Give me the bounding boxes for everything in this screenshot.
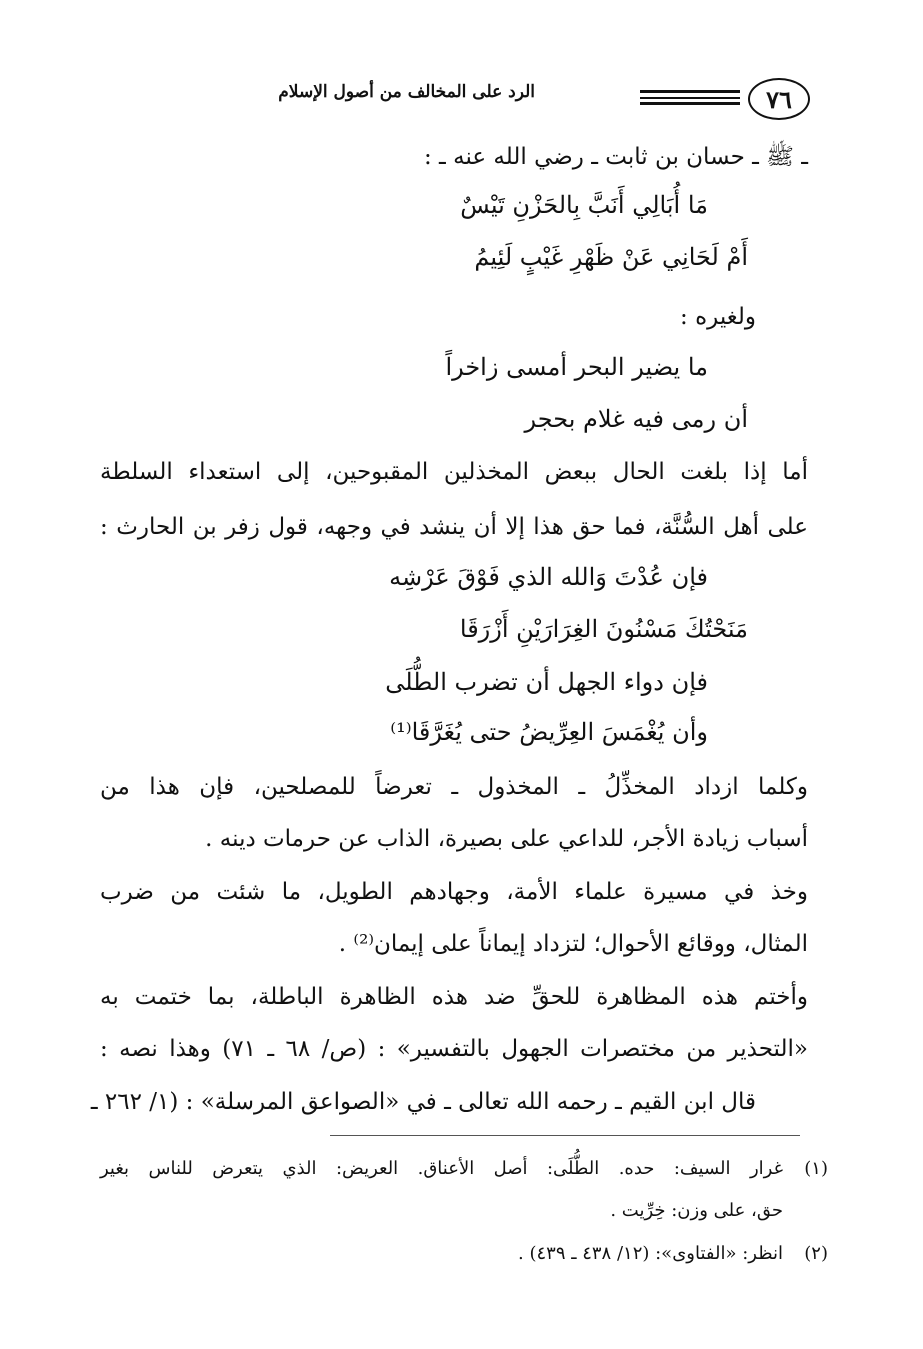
footnote-text: انظر: «الفتاوى»: (١٢/ ٤٣٨ ـ ٤٣٩) . — [518, 1243, 783, 1264]
verse-line: فإن دواء الجهل أن تضرب الطُّلَى — [385, 668, 708, 696]
text-line: أسباب زيادة الأجر، للداعي على بصيرة، الذاب عن حرمات دينه . — [205, 826, 808, 852]
text-line: قال ابن القيم ـ رحمه الله تعالى ـ في «الصواعق المرسلة» : (١/ ٢٦٢ ـ — [90, 1089, 756, 1115]
verse-line: مَا أُبَالِي أَنَبَّ بِالحَزْنِ تَيْسٌ — [460, 191, 708, 219]
verse-line: فإن عُدْتَ وَالله الذي فَوْقَ عَرْشِه — [389, 563, 708, 591]
text-line: ـ ﷺ ـ حسان بن ثابت ـ رضي الله عنه ـ : — [424, 144, 808, 170]
footnote-text: حق، على وزن: خِرِّيت . — [610, 1200, 783, 1221]
text-line: المثال، ووقائع الأحوال؛ لتزداد إيماناً على إيمان⁽²⁾ . — [338, 931, 808, 957]
verse-line: مَنَحْتُكَ مَسْنُونَ الغِرَارَيْنِ أَزْرَقَا — [459, 615, 748, 643]
footnote-number: (١) — [804, 1158, 828, 1179]
text-line: على أهل السُّنَّة، فما حق هذا إلا أن ينشد في وجهه، قول زفر بن الحارث : — [100, 514, 808, 540]
verse-line: أن رمى فيه غلام بحجر — [524, 405, 748, 433]
page-header — [95, 76, 810, 126]
text-line: وخذ في مسيرة علماء الأمة، وجهادهم الطويل، ما شئت من ضرب — [100, 879, 808, 905]
text-line: وكلما ازداد المخذِّلُ ـ المخذول ـ تعرضاً للمصلحين، فإن هذا من — [100, 774, 808, 800]
text-line: «التحذير من مختصرات الجهول بالتفسير» : (ص/ ٦٨ ـ ٧١) وهذا نصه : — [100, 1036, 808, 1062]
footnote-number: (٢) — [804, 1243, 828, 1264]
text-line: أما إذا بلغت الحال ببعض المخذلين المقبوحين، إلى استعداء السلطة — [100, 459, 808, 485]
text-line: ولغيره : — [680, 304, 756, 330]
footnote-text: غرار السيف: حده. الطُّلَى: أصل الأعناق. العريض: الذي يتعرض للناس بغير — [100, 1158, 783, 1179]
text-line: وأختم هذه المظاهرة للحقِّ ضد هذه الظاهرة الباطلة، بما ختمت به — [100, 984, 808, 1010]
verse-line: ما يضير البحر أمسى زاخراً — [445, 353, 708, 381]
footnote-separator — [330, 1135, 800, 1136]
verse-line: وأن يُغْمَسَ العِرِّيضُ حتى يُغَرَّقَا⁽¹⁾ — [390, 718, 708, 746]
header-rule — [640, 97, 740, 99]
page-number: ٧٦ — [748, 78, 810, 120]
header-rule — [640, 90, 740, 93]
header-rule — [640, 102, 740, 105]
running-title: الرد على المخالف من أصول الإسلام — [278, 82, 535, 102]
verse-line: أَمْ لَحَانِي عَنْ ظَهْرِ غَيْبٍ لَئِيمُ — [474, 243, 748, 271]
